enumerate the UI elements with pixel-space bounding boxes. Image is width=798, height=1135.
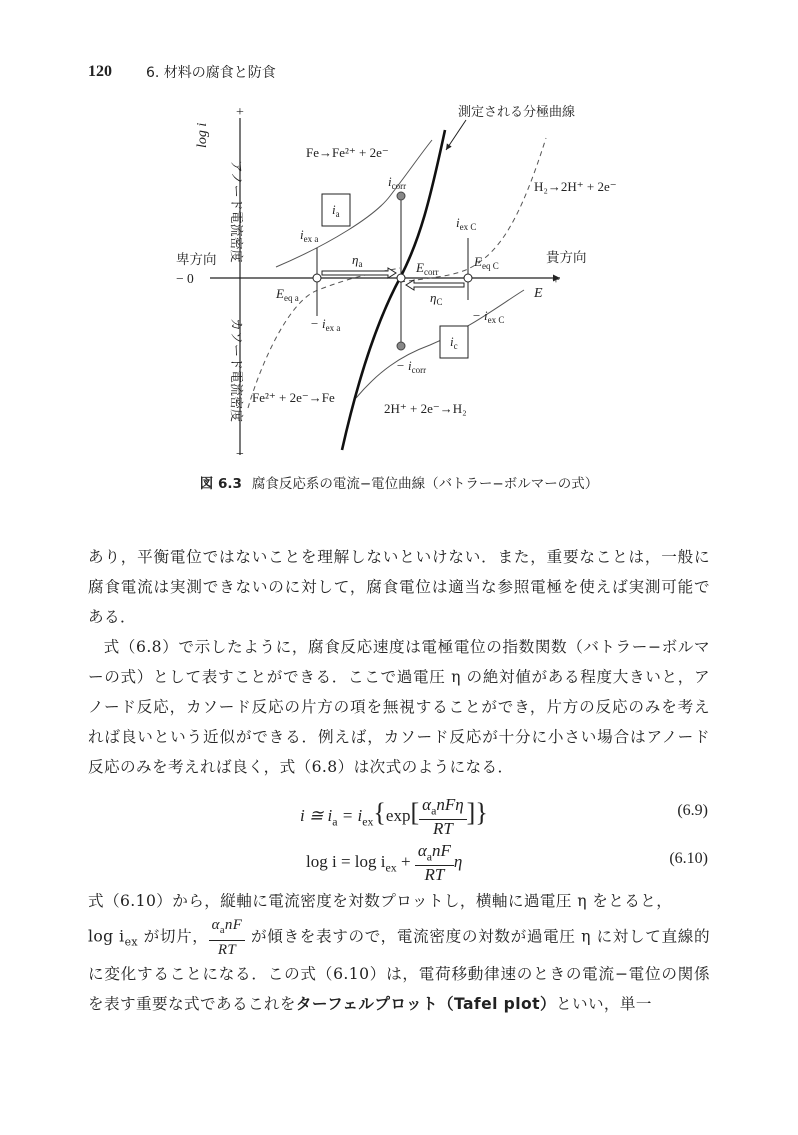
x-plus: + (552, 273, 560, 288)
p3-part-e: といい，単一 (555, 995, 652, 1013)
eq2-plus: + (396, 852, 415, 872)
anode-density-label: アノード電流密度 (229, 160, 244, 263)
eq1-number: (6.9) (677, 802, 708, 819)
iexc-label: $i_{ex C}$ (456, 215, 477, 232)
eq2-eta: η (453, 852, 463, 872)
icorr-label: $i_{corr}$ (388, 174, 407, 191)
paragraph-2: 式（6.8）で示したように，腐食反応速度は電極電位の指数関数（バトラー−ボルマーの式）として表すことができる．ここで過電圧 η の絶対値がある程度大きいと，アノード反応，カソード反応の片方の項を無視することができ，片方の反応のみを考えれば良いという近似ができる．例えば，カソード反応が十分に小さい場合はアノード反応のみを考えれば良く，式（6.8）は次式のようになる． (88, 638, 710, 776)
icorr-point (397, 192, 405, 200)
neg-icorr-label: − $i_{corr}$ (396, 358, 427, 375)
noble-direction-label: 貴方向 (546, 250, 587, 266)
ic-label: $i_c$ (450, 334, 458, 351)
iexa-label: $i_{ex a}$ (300, 227, 319, 244)
eqc-point (464, 274, 472, 282)
fe-cathodic-label: Fe²⁺ + 2e⁻→Fe (252, 390, 335, 405)
eeqc-label: $E_{eq C}$ (474, 254, 499, 271)
eta-c-label: $\eta_C$ (430, 290, 443, 307)
eq1-exp: exp (385, 806, 411, 826)
p3-part-d: が傾きを表すので，電流密度の対数が過電圧 η に対して直線的に変化することになる．この式（6.10）は，電荷移動律速のときの電流−電位の関係を表す重要な式であるこれを (88, 927, 710, 1013)
y-axis-label: log i (195, 122, 210, 148)
y-minus: − (236, 447, 244, 462)
eq1-lhs: i ≅ i (300, 806, 333, 826)
eta-a-label: $\eta_a$ (352, 252, 363, 269)
figure-caption (0, 472, 798, 492)
eq2-lhs-sub: ex (385, 860, 397, 875)
caption-text: 腐食反応系の電流−電位曲線（バトラー−ボルマーの式） (251, 476, 599, 492)
eq1-fraction: $\frac{\alpha_anF\eta}{RT}$ (419, 796, 467, 838)
origin-label: − 0 (176, 271, 194, 286)
eq2-number: (6.10) (669, 850, 708, 867)
p3-part-a: 式（6.10）から，縦軸に電流密度を対数プロットし，横軸に過電圧 η をとると， (88, 892, 673, 910)
eq2-fraction: $\frac{\alpha_anF}{RT}$ (415, 842, 454, 884)
measured-pointer (446, 120, 466, 150)
paragraph-3 (88, 886, 710, 1019)
caption-label: 図 6.3 (199, 476, 242, 492)
corr-point (397, 274, 405, 282)
h-cathodic-label: 2H⁺ + 2e⁻→H₂ (384, 401, 467, 416)
cathode-density-label: カソード電流密度 (229, 318, 244, 423)
fe-cathodic-dashed (248, 268, 400, 408)
h2-anodic-label: H₂→2H⁺ + 2e⁻ (534, 179, 617, 194)
p3-log-iex-sub: ex (124, 935, 138, 949)
eq1-mid-sub: ex (362, 814, 374, 829)
neg-iexc-label: − $i_{ex C}$ (472, 308, 505, 325)
neg-icorr-point (397, 342, 405, 350)
neg-iexa-label: − $i_{ex a}$ (310, 316, 341, 333)
p3-log-iex: log i (88, 927, 125, 946)
x-axis-label: E (534, 286, 543, 301)
ia-label: $i_a$ (332, 202, 340, 219)
base-direction-label: 卑方向 (176, 252, 217, 268)
eq1-lhs-sub: a (332, 814, 338, 829)
eq1-mid: = i (337, 806, 363, 826)
ecorr-label: $E_{corr}$ (416, 260, 439, 277)
page-number: 120 (88, 63, 112, 80)
eqa-point (313, 274, 321, 282)
eq2-lhs: log i = log i (306, 852, 386, 872)
tafel-plot-term: ターフェルプロット（Tafel plot） (295, 995, 556, 1013)
polarization-diagram (0, 0, 798, 470)
paragraph-1: あり，平衡電位ではないことを理解しないといけない．また，重要なことは，一般に腐食電流は実測できないのに対して，腐食電位は適当な参照電極を使えば実測可能である． (88, 548, 710, 626)
y-plus: + (236, 105, 244, 120)
inline-fraction: $\frac{\alpha_anF}{RT}$ (209, 916, 246, 959)
chapter-title: 6. 材料の腐食と防食 (146, 65, 276, 81)
fe-anodic-label: Fe→Fe²⁺ + 2e⁻ (306, 145, 389, 160)
eta-c-arrow (406, 280, 464, 290)
measured-curve-label: 測定される分極曲線 (458, 105, 576, 120)
p3-part-c: が切片， (137, 927, 209, 946)
eeqa-label: $E_{eq a}$ (276, 286, 299, 303)
